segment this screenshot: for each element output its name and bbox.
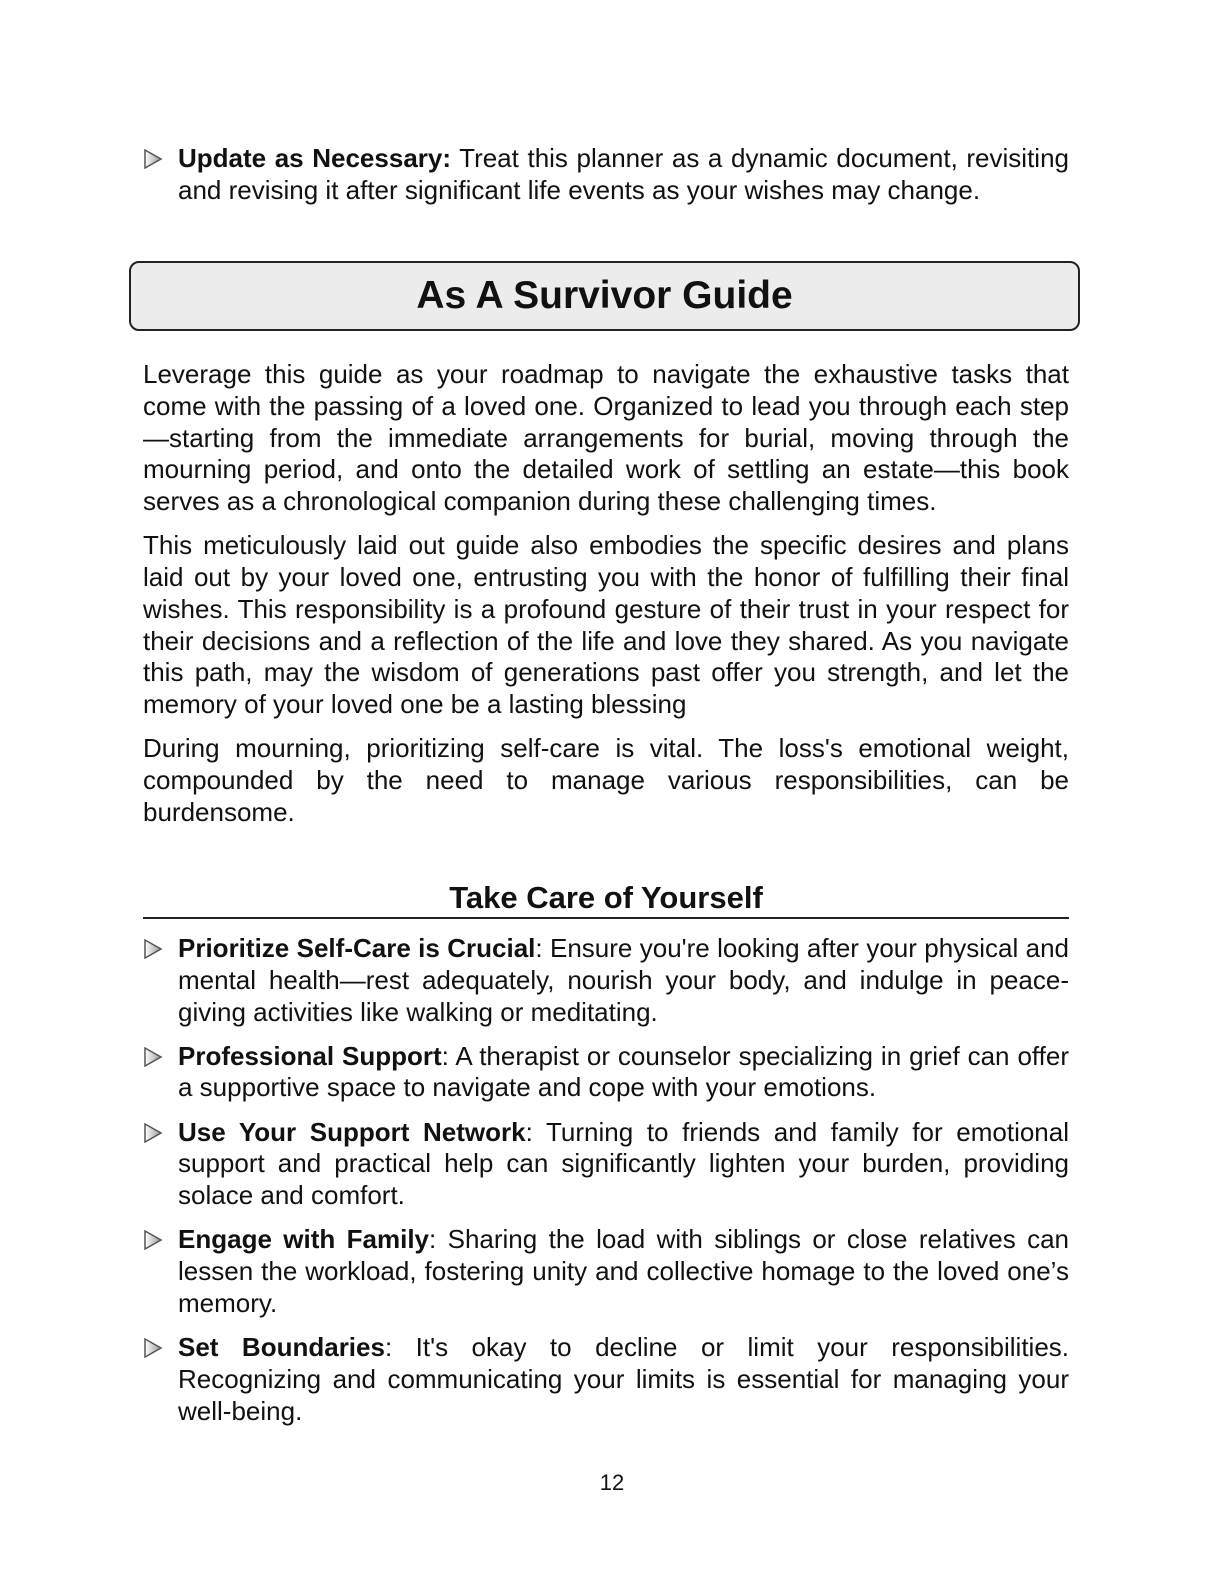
bullet-label: Professional Support: [178, 1040, 442, 1071]
arrow-right-icon: [143, 939, 163, 959]
care-bullet-list: [143, 933, 1069, 1427]
bullet-text: : Sharing the load with siblings or close relatives can lessen the workload, fostering unity and collective homage to the loved one’s memory.: [178, 1224, 1069, 1318]
arrow-right-icon: [143, 1230, 163, 1250]
top-bullet-list: [143, 143, 1069, 207]
list-item: [143, 1224, 1069, 1319]
list-item: [143, 143, 1069, 207]
bullet-text: : It's okay to decline or limit your responsibilities. Recognizing and communicating your limits is essential for managing your well-being.: [178, 1331, 1070, 1426]
paragraph: This meticulously laid out guide also embodies the specific desires and plans laid out by your loved one, entrusting you with the honor of fulfilling their final wishes. This responsibility is a profound gesture of their trust in your respect for their decisions and a reflection of the life and love they shared. As you navigate this path, may the wisdom of generations past offer you strength, and let the memory of your loved one be a lasting blessing: [143, 530, 1069, 720]
bullet-label: Set Boundaries: [178, 1331, 385, 1362]
bullet-text: : Turning to friends and family for emotional support and practical help can significantly lighten your burden, providing solace and comfort.: [178, 1116, 1069, 1211]
section-body: [143, 359, 1069, 841]
arrow-right-icon: [143, 1123, 163, 1143]
arrow-right-icon: [143, 1338, 163, 1358]
paragraph: During mourning, prioritizing self-care is vital. The loss's emotional weight, compounded by the need to manage various responsibilities, can be burdensome.: [143, 733, 1069, 827]
list-item: [143, 1332, 1069, 1427]
arrow-right-icon: [143, 1047, 163, 1067]
list-item: [143, 1041, 1069, 1105]
bullet-label: Use Your Support Network: [178, 1116, 526, 1147]
bullet-text: : Ensure you're looking after your physical and mental health—rest adequately, nourish your body, and indulge in peace-giving activities like walking or meditating.: [178, 933, 1069, 1027]
bullet-text: Treat this planner as a dynamic document, revisiting and revising it after significant life events as your wishes may change.: [178, 143, 1069, 205]
section-title: As A Survivor Guide: [416, 274, 793, 317]
page-number: 12: [599, 1470, 625, 1495]
paragraph: Leverage this guide as your roadmap to navigate the exhaustive tasks that come with the passing of a loved one. Organized to lead you through each step—starting from the immediate arrangements for burial, moving through the mourning period, and onto the detailed work of settling an estate—this book serves as a chronological companion during these challenging times.: [143, 359, 1069, 517]
section-header-box: [129, 261, 1080, 331]
list-item: [143, 1117, 1069, 1212]
list-item: [143, 933, 1069, 1028]
arrow-right-icon: [143, 149, 163, 169]
bullet-text: : A therapist or counselor specializing in grief can offer a supportive space to navigate and cope with your emotions.: [178, 1040, 1070, 1103]
bullet-label: Engage with Family: [178, 1224, 430, 1255]
bullet-label: Update as Necessary:: [178, 143, 452, 173]
bullet-label: Prioritize Self-Care is Crucial: [178, 933, 536, 963]
subsection-heading: Take Care of Yourself: [143, 879, 1069, 919]
